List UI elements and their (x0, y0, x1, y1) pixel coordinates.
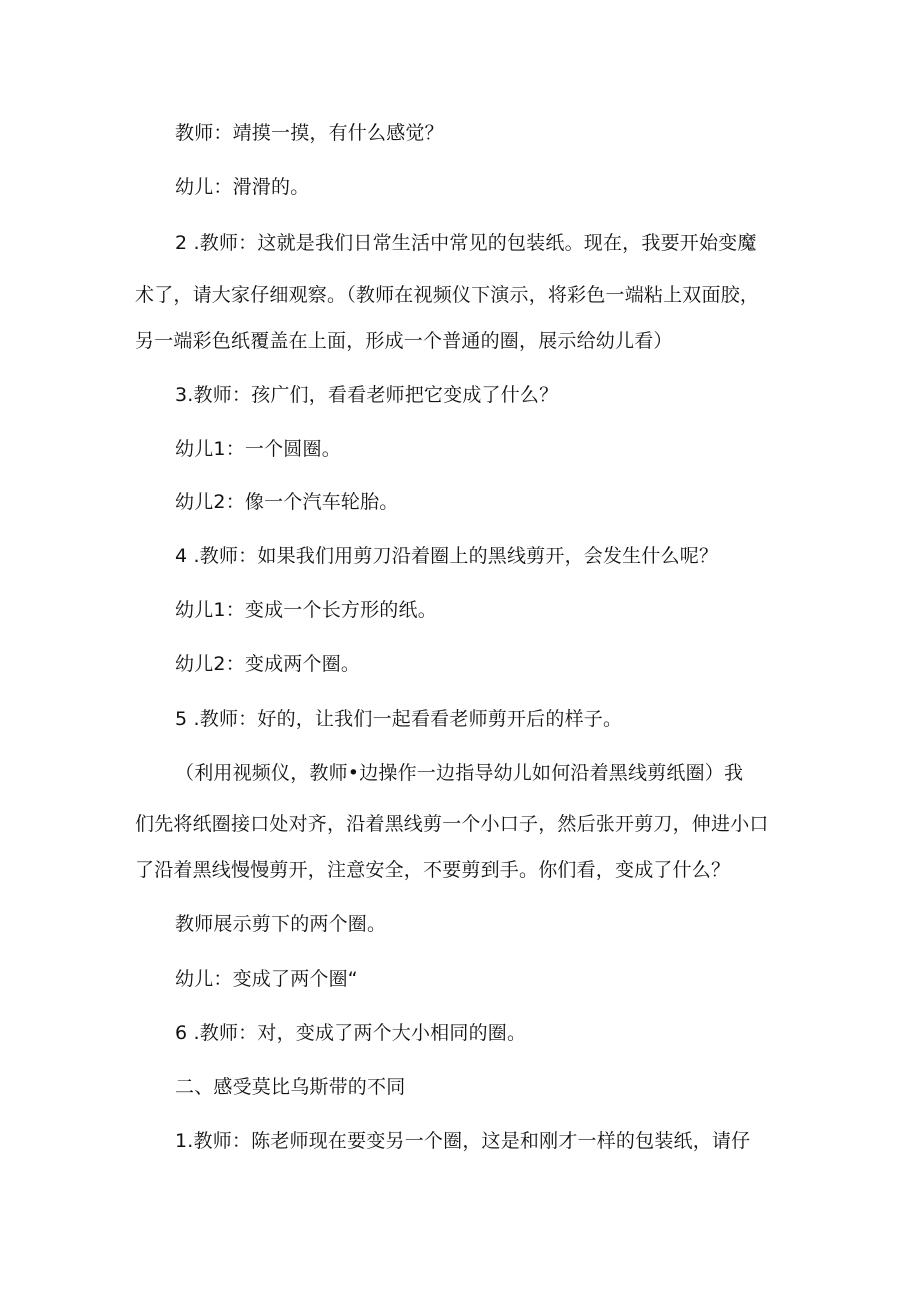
paragraph-teacher-shows: 教师展示剪下的两个圈。 (175, 913, 387, 935)
paragraph-step-2: 2 .教师：这就是我们日常生活中常见的包装纸。现在，我要开始变魔 (175, 232, 757, 254)
paragraph-child1-rectangle: 幼儿1：变成一个长方形的纸。 (175, 599, 437, 621)
paragraph-step-3: 3.教师：孩广们，看看老师把它变成了什么？ (175, 384, 559, 406)
paragraph-step-5: 5 .教师：好的，让我们一起看看老师剪开后的样子。 (175, 708, 623, 730)
section-heading-mobius: 二、感受莫比乌斯带的不同 (175, 1076, 406, 1098)
paragraph-step-6: 6 .教师：对，变成了两个大小相同的圈。 (175, 1022, 527, 1044)
paragraph-step-2-cont-2: 另一端彩色纸覆盖在上面，形成一个普通的圈，展示给幼儿看） (135, 330, 673, 352)
paragraph-child-slippery: 幼儿：滑滑的。 (175, 176, 310, 198)
paragraph-child-two-circles: 幼儿：变成了两个圈“ (175, 968, 358, 990)
paragraph-section2-step-1: 1.教师：陈老师现在要变另一个圈，这是和刚才一样的包装纸，请仔 (175, 1130, 751, 1152)
paragraph-teacher-touch: 教师：靖摸一摸，有什么感觉？ (175, 122, 444, 144)
paragraph-step-2-cont-1: 术了，请大家仔细观察。（教师在视频仪下演示，将彩色一端粘上双面胶， (135, 284, 760, 306)
paragraph-demo: （利用视频仪，教师•边操作一边指导幼儿如何沿着黑线剪纸圈）我 (175, 762, 744, 784)
paragraph-child2-two-circles: 幼儿2：变成两个圈。 (175, 653, 361, 675)
paragraph-demo-cont-2: 了沿着黑线慢慢剪开，注意安全，不要剪到手。你们看，变成了什么？ (135, 859, 731, 881)
paragraph-demo-cont-1: 们先将纸圈接口处对齐，沿着黑线剪一个小口子，然后张开剪刀，伸进小口 (135, 813, 769, 835)
paragraph-child1-circle: 幼儿1：一个圆圈。 (175, 438, 341, 460)
paragraph-step-4: 4 .教师：如果我们用剪刀沿着圈上的黑线剪开，会发生什么呢？ (175, 545, 719, 567)
paragraph-child2-tire: 幼儿2：像一个汽车轮胎。 (175, 491, 399, 513)
